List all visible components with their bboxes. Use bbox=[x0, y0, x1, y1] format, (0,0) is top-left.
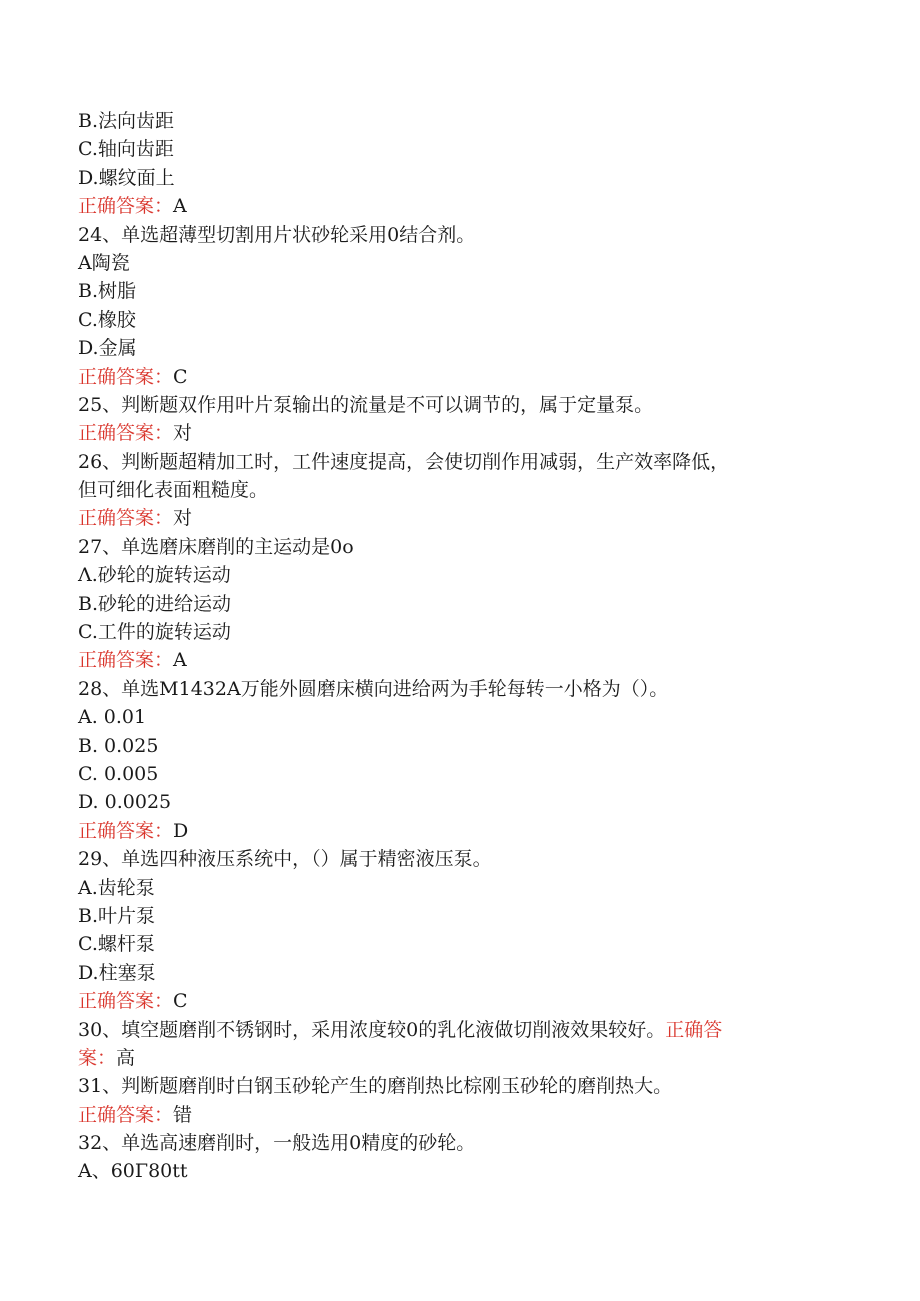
text-line: 26、判断题超精加工时，工件速度提高，会使切削作用减弱，生产效率降低， bbox=[78, 450, 730, 473]
text-line: 31、判断题磨削时白钢玉砂轮产生的磨削热比棕刚玉砂轮的磨削热大。 bbox=[78, 1075, 673, 1098]
text-line: B.叶片泵 bbox=[78, 904, 156, 927]
text-line: B.砂轮的进给运动 bbox=[78, 592, 232, 615]
answer-label: 案： bbox=[78, 1046, 117, 1069]
answer-label: 正确答 bbox=[665, 1018, 723, 1041]
answer-line bbox=[78, 419, 818, 447]
answer-value: A bbox=[173, 195, 187, 218]
text-line: D.金属 bbox=[78, 337, 137, 360]
text-line: B.树脂 bbox=[78, 280, 137, 303]
answer-line bbox=[78, 504, 818, 532]
answer-line bbox=[78, 192, 818, 220]
text-line: 24、单选超薄型切割用片状砂轮采用0结合剂。 bbox=[78, 223, 476, 246]
answer-line bbox=[78, 1044, 818, 1072]
text-line: A.齿轮泵 bbox=[78, 876, 155, 899]
text-line: 25、判断题双作用叶片泵输出的流量是不可以调节的，属于定量泵。 bbox=[78, 393, 654, 416]
answer-label: 正确答案： bbox=[78, 990, 174, 1013]
question-line bbox=[78, 1016, 818, 1044]
text-line: D. 0.0025 bbox=[78, 791, 172, 814]
text-line: A. 0.01 bbox=[78, 706, 147, 729]
text-line: A陶瓷 bbox=[78, 251, 130, 274]
text-line: 27、单选磨床磨削的主运动是0o bbox=[78, 535, 354, 558]
answer-label: 正确答案： bbox=[78, 195, 174, 218]
answer-value: 高 bbox=[116, 1046, 136, 1069]
answer-value: 对 bbox=[173, 507, 193, 530]
question-text: 30、填空题磨削不锈钢时，采用浓度较0的乳化液做切削液效果较好。 bbox=[78, 1018, 666, 1041]
document-page bbox=[78, 107, 818, 1186]
answer-value: C bbox=[173, 365, 188, 388]
text-line: C.轴向齿距 bbox=[78, 138, 174, 161]
text-line: C.工件的旋转运动 bbox=[78, 621, 231, 644]
answer-label: 正确答案： bbox=[78, 365, 174, 388]
text-line: 32、单选高速磨削时，一般选用0精度的砂轮。 bbox=[78, 1132, 476, 1155]
answer-label: 正确答案： bbox=[78, 422, 174, 445]
answer-value: D bbox=[173, 819, 189, 842]
text-line: B. 0.025 bbox=[78, 734, 159, 757]
answer-value: 错 bbox=[173, 1103, 193, 1126]
answer-value: 对 bbox=[173, 422, 193, 445]
answer-line bbox=[78, 646, 818, 674]
answer-line bbox=[78, 363, 818, 391]
text-line: A、60Γ80tt bbox=[78, 1160, 188, 1183]
text-line: B.法向齿距 bbox=[78, 110, 175, 132]
text-line: 28、单选M1432A万能外圆磨床横向进给两为手轮每转一小格为（）。 bbox=[78, 677, 669, 700]
answer-line bbox=[78, 1101, 818, 1129]
text-line: D.柱塞泵 bbox=[78, 961, 156, 984]
answer-label: 正确答案： bbox=[78, 819, 174, 842]
text-line: D.螺纹面上 bbox=[78, 166, 175, 189]
text-line: Λ.砂轮的旋转运动 bbox=[78, 564, 231, 587]
text-line: C.橡胶 bbox=[78, 308, 136, 331]
answer-label: 正确答案： bbox=[78, 507, 174, 530]
text-line: 29、单选四种液压系统中，（）属于精密液压泵。 bbox=[78, 848, 492, 871]
answer-label: 正确答案： bbox=[78, 1103, 174, 1126]
answer-value: A bbox=[173, 649, 187, 672]
answer-line bbox=[78, 987, 818, 1015]
text-line: C.螺杆泵 bbox=[78, 933, 155, 956]
text-line: C. 0.005 bbox=[78, 762, 159, 785]
answer-value: C bbox=[173, 990, 188, 1013]
answer-label: 正确答案： bbox=[78, 649, 174, 672]
text-line: 但可细化表面粗糙度。 bbox=[78, 479, 269, 502]
answer-line bbox=[78, 817, 818, 845]
